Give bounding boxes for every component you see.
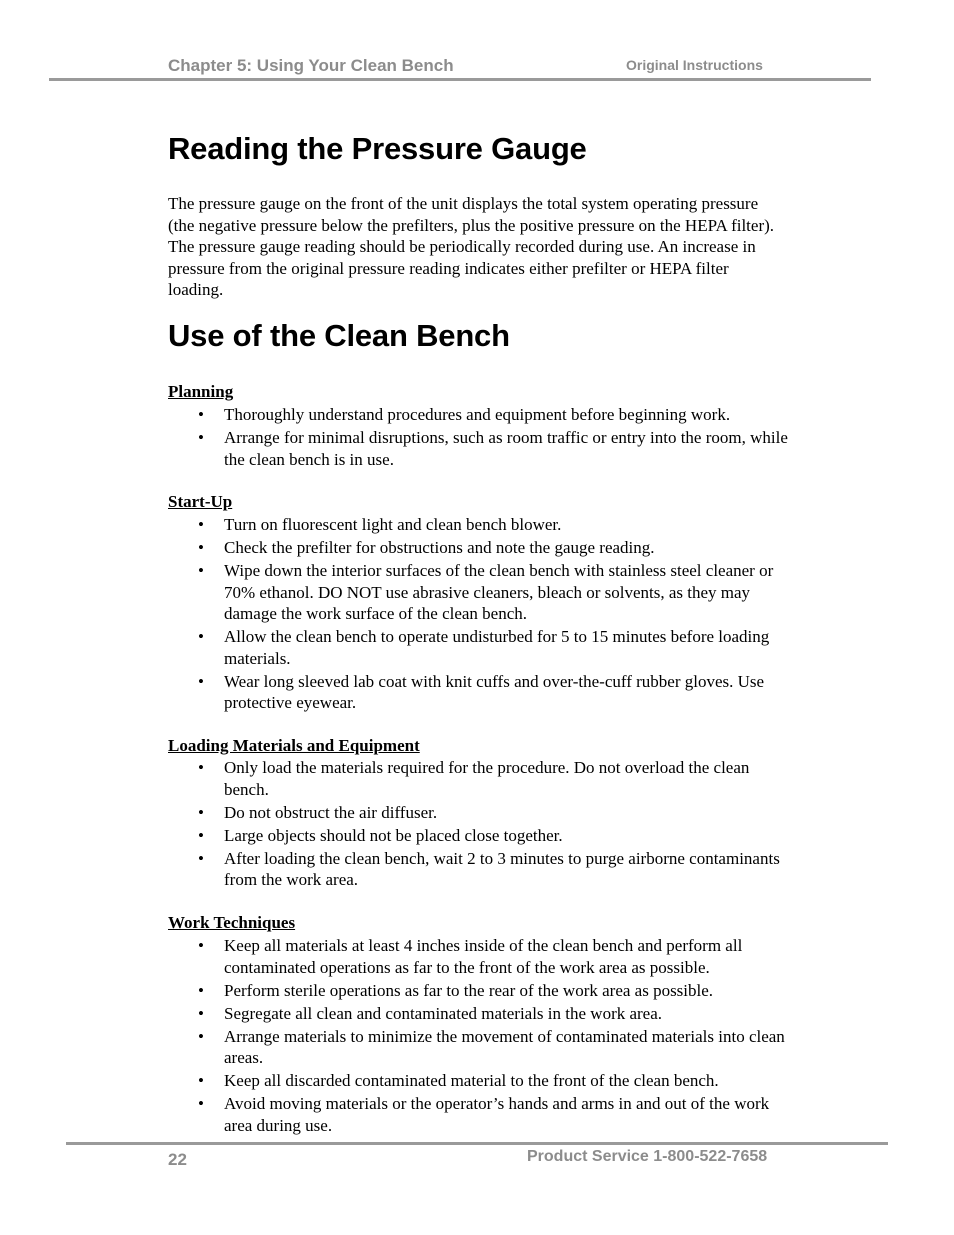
start-up-list	[168, 514, 788, 715]
footer-divider	[66, 1142, 888, 1145]
subheading-start-up: Start-Up	[168, 492, 233, 511]
section-title-use-clean-bench: Use of the Clean Bench	[168, 318, 510, 353]
list-item: • Arrange for minimal disruptions, such as room traffic or entry into the room, while the clean bench is in use.	[168, 427, 788, 470]
header-original-instructions: Original Instructions	[626, 57, 763, 73]
list-item: • Wipe down the interior surfaces of the clean bench with stainless steel cleaner or 70% ethanol. DO NOT use abrasive cleaners, bleach or solvents, as they may damage the work surface of the clean bench.	[168, 560, 788, 625]
list-item: • Avoid moving materials or the operator’s hands and arms in and out of the work area during use.	[168, 1093, 788, 1136]
list-item: • Check the prefilter for obstructions and note the gauge reading.	[168, 537, 788, 559]
planning-list	[168, 404, 788, 472]
header-divider	[49, 78, 871, 81]
list-item: • Perform sterile operations as far to the rear of the work area as possible.	[168, 980, 788, 1002]
list-item: • Do not obstruct the air diffuser.	[168, 802, 788, 824]
list-item: • Allow the clean bench to operate undisturbed for 5 to 15 minutes before loading materials.	[168, 626, 788, 669]
list-item: • Arrange materials to minimize the movement of contaminated materials into clean areas.	[168, 1026, 788, 1069]
list-item: • After loading the clean bench, wait 2 to 3 minutes to purge airborne contaminants from the work area.	[168, 848, 788, 891]
list-item: • Thoroughly understand procedures and equipment before beginning work.	[168, 404, 788, 426]
header-chapter-title: Chapter 5: Using Your Clean Bench	[168, 56, 454, 75]
subheading-loading-materials: Loading Materials and Equipment	[168, 736, 420, 755]
page-number: 22	[168, 1150, 187, 1169]
work-techniques-list	[168, 935, 788, 1138]
list-item: • Only load the materials required for the procedure. Do not overload the clean bench.	[168, 757, 788, 800]
list-item: • Wear long sleeved lab coat with knit cuffs and over-the-cuff rubber gloves. Use protective eyewear.	[168, 671, 788, 714]
list-item: • Segregate all clean and contaminated materials in the work area.	[168, 1003, 788, 1025]
product-service-phone: Product Service 1-800-522-7658	[527, 1148, 768, 1165]
list-item: • Large objects should not be placed close together.	[168, 825, 788, 847]
list-item: • Keep all discarded contaminated material to the front of the clean bench.	[168, 1070, 788, 1092]
loading-materials-list	[168, 757, 788, 892]
section-title-pressure-gauge: Reading the Pressure Gauge	[168, 131, 587, 166]
subheading-planning: Planning	[168, 382, 234, 401]
subheading-work-techniques: Work Techniques	[168, 913, 296, 932]
list-item: • Turn on fluorescent light and clean bench blower.	[168, 514, 788, 536]
pressure-gauge-paragraph: The pressure gauge on the front of the unit displays the total system operating pressure (the negative pressure below the prefilters, plus the positive pressure on the HEPA filter). The pressure gauge reading should be periodically recorded during use. An increase in pressure from the original pressure reading indicates either prefilter or HEPA filter loading.	[168, 194, 775, 299]
list-item: • Keep all materials at least 4 inches inside of the clean bench and perform all contaminated operations as far to the front of the work area as possible.	[168, 935, 788, 978]
